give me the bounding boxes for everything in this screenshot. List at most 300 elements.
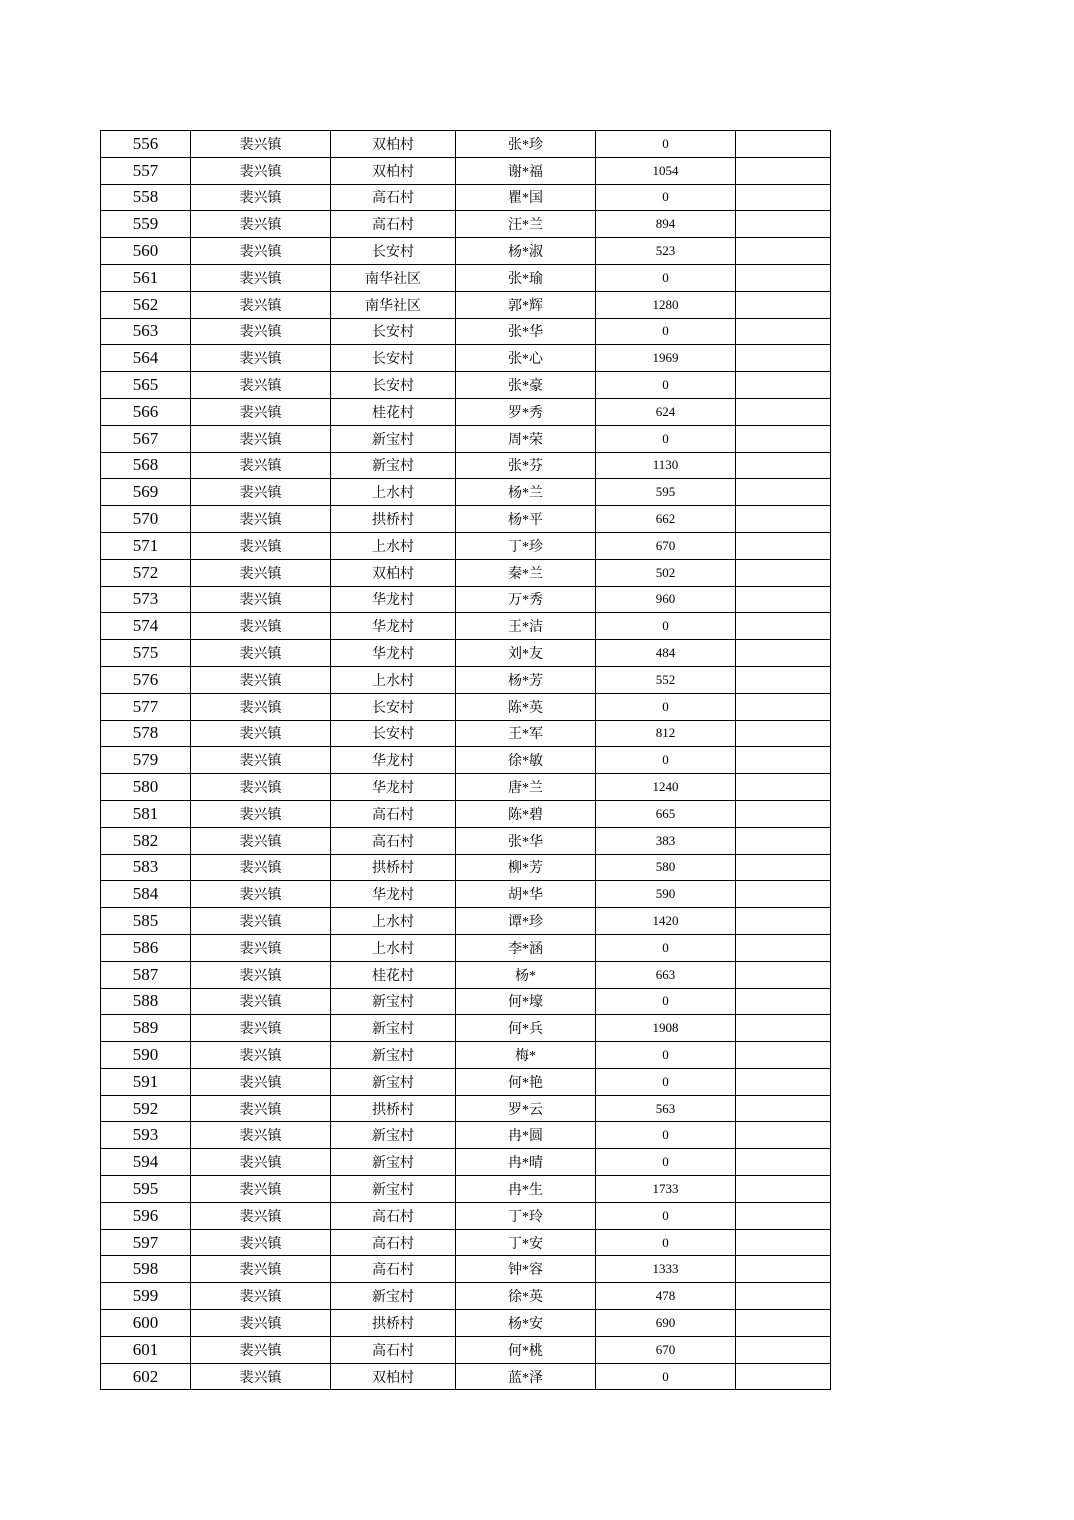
cell-amount: 580 (596, 854, 736, 881)
cell-blank (736, 291, 831, 318)
table-row (101, 211, 831, 238)
cell-amount: 595 (596, 479, 736, 506)
table-row (101, 1149, 831, 1176)
cell-town: 裴兴镇 (191, 908, 331, 935)
data-table (100, 130, 831, 1390)
cell-blank (736, 1363, 831, 1390)
cell-person-name: 杨*芳 (456, 666, 596, 693)
cell-blank (736, 452, 831, 479)
cell-town: 裴兴镇 (191, 1042, 331, 1069)
cell-town: 裴兴镇 (191, 747, 331, 774)
cell-amount: 1733 (596, 1176, 736, 1203)
cell-village: 高石村 (331, 211, 456, 238)
cell-amount: 1240 (596, 774, 736, 801)
cell-serial-number: 569 (101, 479, 191, 506)
cell-serial-number: 568 (101, 452, 191, 479)
cell-person-name: 柳*芳 (456, 854, 596, 881)
cell-amount: 670 (596, 1336, 736, 1363)
cell-serial-number: 558 (101, 184, 191, 211)
table-row (101, 238, 831, 265)
cell-blank (736, 666, 831, 693)
cell-village: 双柏村 (331, 131, 456, 158)
cell-person-name: 刘*友 (456, 640, 596, 667)
cell-town: 裴兴镇 (191, 559, 331, 586)
cell-person-name: 何*壕 (456, 988, 596, 1015)
cell-amount: 0 (596, 1149, 736, 1176)
cell-person-name: 胡*华 (456, 881, 596, 908)
cell-village: 长安村 (331, 318, 456, 345)
cell-village: 拱桥村 (331, 854, 456, 881)
cell-serial-number: 583 (101, 854, 191, 881)
cell-person-name: 徐*敏 (456, 747, 596, 774)
cell-blank (736, 506, 831, 533)
cell-amount: 0 (596, 1042, 736, 1069)
cell-serial-number: 586 (101, 934, 191, 961)
cell-blank (736, 934, 831, 961)
table-row (101, 345, 831, 372)
cell-village: 双柏村 (331, 157, 456, 184)
cell-person-name: 王*军 (456, 720, 596, 747)
table-row (101, 1283, 831, 1310)
cell-person-name: 李*涵 (456, 934, 596, 961)
table-row (101, 854, 831, 881)
table-row (101, 1095, 831, 1122)
cell-amount: 478 (596, 1283, 736, 1310)
cell-village: 华龙村 (331, 613, 456, 640)
cell-serial-number: 596 (101, 1202, 191, 1229)
cell-amount: 383 (596, 827, 736, 854)
cell-blank (736, 881, 831, 908)
table-row (101, 988, 831, 1015)
cell-person-name: 秦*兰 (456, 559, 596, 586)
cell-person-name: 丁*安 (456, 1229, 596, 1256)
cell-blank (736, 827, 831, 854)
table-row (101, 1176, 831, 1203)
cell-amount: 670 (596, 532, 736, 559)
cell-serial-number: 566 (101, 398, 191, 425)
cell-blank (736, 1042, 831, 1069)
cell-blank (736, 211, 831, 238)
cell-village: 高石村 (331, 184, 456, 211)
cell-town: 裴兴镇 (191, 506, 331, 533)
cell-town: 裴兴镇 (191, 1068, 331, 1095)
cell-blank (736, 264, 831, 291)
cell-person-name: 丁*玲 (456, 1202, 596, 1229)
cell-serial-number: 584 (101, 881, 191, 908)
cell-town: 裴兴镇 (191, 1122, 331, 1149)
table-row (101, 1363, 831, 1390)
cell-town: 裴兴镇 (191, 586, 331, 613)
cell-amount: 1280 (596, 291, 736, 318)
cell-blank (736, 1122, 831, 1149)
cell-person-name: 唐*兰 (456, 774, 596, 801)
cell-blank (736, 747, 831, 774)
table-row (101, 559, 831, 586)
cell-serial-number: 567 (101, 425, 191, 452)
cell-village: 华龙村 (331, 747, 456, 774)
table-row (101, 1336, 831, 1363)
cell-amount: 624 (596, 398, 736, 425)
cell-serial-number: 570 (101, 506, 191, 533)
table-row (101, 372, 831, 399)
cell-person-name: 杨*平 (456, 506, 596, 533)
cell-town: 裴兴镇 (191, 131, 331, 158)
cell-person-name: 张*心 (456, 345, 596, 372)
table-row (101, 291, 831, 318)
table-row (101, 1256, 831, 1283)
cell-blank (736, 854, 831, 881)
cell-serial-number: 599 (101, 1283, 191, 1310)
table-row (101, 1310, 831, 1337)
cell-town: 裴兴镇 (191, 1363, 331, 1390)
cell-blank (736, 613, 831, 640)
cell-person-name: 杨*安 (456, 1310, 596, 1337)
cell-amount: 590 (596, 881, 736, 908)
table-row (101, 1068, 831, 1095)
cell-amount: 1054 (596, 157, 736, 184)
cell-village: 高石村 (331, 800, 456, 827)
cell-village: 新宝村 (331, 1176, 456, 1203)
cell-town: 裴兴镇 (191, 532, 331, 559)
cell-person-name: 万*秀 (456, 586, 596, 613)
cell-village: 华龙村 (331, 774, 456, 801)
cell-amount: 960 (596, 586, 736, 613)
cell-blank (736, 318, 831, 345)
cell-town: 裴兴镇 (191, 934, 331, 961)
table-row (101, 720, 831, 747)
cell-blank (736, 693, 831, 720)
table-row (101, 479, 831, 506)
cell-village: 桂花村 (331, 398, 456, 425)
cell-town: 裴兴镇 (191, 345, 331, 372)
cell-person-name: 张*瑜 (456, 264, 596, 291)
cell-village: 华龙村 (331, 586, 456, 613)
cell-person-name: 张*华 (456, 827, 596, 854)
cell-person-name: 陈*英 (456, 693, 596, 720)
cell-serial-number: 591 (101, 1068, 191, 1095)
cell-blank (736, 131, 831, 158)
cell-village: 长安村 (331, 345, 456, 372)
cell-amount: 0 (596, 184, 736, 211)
cell-blank (736, 1095, 831, 1122)
cell-amount: 0 (596, 131, 736, 158)
cell-person-name: 罗*秀 (456, 398, 596, 425)
cell-serial-number: 579 (101, 747, 191, 774)
cell-person-name: 冉*圆 (456, 1122, 596, 1149)
cell-person-name: 丁*珍 (456, 532, 596, 559)
cell-blank (736, 238, 831, 265)
cell-serial-number: 602 (101, 1363, 191, 1390)
cell-village: 新宝村 (331, 988, 456, 1015)
cell-blank (736, 1229, 831, 1256)
cell-amount: 894 (596, 211, 736, 238)
cell-blank (736, 774, 831, 801)
cell-village: 长安村 (331, 372, 456, 399)
cell-person-name: 王*洁 (456, 613, 596, 640)
table-row (101, 666, 831, 693)
cell-person-name: 汪*兰 (456, 211, 596, 238)
table-body (101, 131, 831, 1390)
cell-village: 桂花村 (331, 961, 456, 988)
cell-person-name: 杨*淑 (456, 238, 596, 265)
cell-village: 长安村 (331, 238, 456, 265)
cell-serial-number: 585 (101, 908, 191, 935)
cell-person-name: 冉*生 (456, 1176, 596, 1203)
cell-person-name: 张*珍 (456, 131, 596, 158)
cell-serial-number: 563 (101, 318, 191, 345)
cell-village: 高石村 (331, 827, 456, 854)
cell-village: 新宝村 (331, 1042, 456, 1069)
cell-blank (736, 800, 831, 827)
cell-village: 新宝村 (331, 1122, 456, 1149)
cell-amount: 523 (596, 238, 736, 265)
cell-person-name: 谭*珍 (456, 908, 596, 935)
cell-amount: 812 (596, 720, 736, 747)
cell-town: 裴兴镇 (191, 774, 331, 801)
cell-serial-number: 587 (101, 961, 191, 988)
cell-blank (736, 1176, 831, 1203)
cell-amount: 0 (596, 934, 736, 961)
cell-blank (736, 157, 831, 184)
table-row (101, 398, 831, 425)
cell-town: 裴兴镇 (191, 988, 331, 1015)
cell-amount: 1420 (596, 908, 736, 935)
cell-serial-number: 580 (101, 774, 191, 801)
cell-amount: 0 (596, 693, 736, 720)
cell-person-name: 瞿*国 (456, 184, 596, 211)
cell-village: 华龙村 (331, 881, 456, 908)
cell-person-name: 梅* (456, 1042, 596, 1069)
cell-village: 上水村 (331, 934, 456, 961)
document-sheet (100, 130, 830, 1390)
table-row (101, 586, 831, 613)
table-row (101, 827, 831, 854)
cell-amount: 552 (596, 666, 736, 693)
cell-person-name: 何*桃 (456, 1336, 596, 1363)
cell-person-name: 谢*福 (456, 157, 596, 184)
cell-town: 裴兴镇 (191, 452, 331, 479)
cell-town: 裴兴镇 (191, 854, 331, 881)
cell-amount: 0 (596, 988, 736, 1015)
table-row (101, 264, 831, 291)
cell-village: 新宝村 (331, 1068, 456, 1095)
cell-serial-number: 556 (101, 131, 191, 158)
table-row (101, 1122, 831, 1149)
cell-amount: 0 (596, 425, 736, 452)
cell-serial-number: 560 (101, 238, 191, 265)
cell-village: 拱桥村 (331, 1310, 456, 1337)
cell-serial-number: 562 (101, 291, 191, 318)
cell-serial-number: 564 (101, 345, 191, 372)
cell-serial-number: 593 (101, 1122, 191, 1149)
cell-amount: 665 (596, 800, 736, 827)
cell-village: 双柏村 (331, 1363, 456, 1390)
cell-blank (736, 479, 831, 506)
cell-town: 裴兴镇 (191, 157, 331, 184)
table-row (101, 1202, 831, 1229)
cell-village: 南华社区 (331, 291, 456, 318)
cell-village: 长安村 (331, 693, 456, 720)
cell-town: 裴兴镇 (191, 640, 331, 667)
cell-amount: 690 (596, 1310, 736, 1337)
cell-village: 上水村 (331, 532, 456, 559)
cell-town: 裴兴镇 (191, 425, 331, 452)
cell-serial-number: 559 (101, 211, 191, 238)
cell-blank (736, 1256, 831, 1283)
cell-town: 裴兴镇 (191, 666, 331, 693)
cell-blank (736, 988, 831, 1015)
cell-town: 裴兴镇 (191, 827, 331, 854)
cell-blank (736, 398, 831, 425)
cell-amount: 0 (596, 747, 736, 774)
cell-serial-number: 565 (101, 372, 191, 399)
table-row (101, 908, 831, 935)
cell-person-name: 蓝*泽 (456, 1363, 596, 1390)
cell-person-name: 徐*英 (456, 1283, 596, 1310)
cell-person-name: 何*艳 (456, 1068, 596, 1095)
cell-serial-number: 588 (101, 988, 191, 1015)
table-row (101, 613, 831, 640)
cell-serial-number: 574 (101, 613, 191, 640)
cell-blank (736, 586, 831, 613)
cell-serial-number: 589 (101, 1015, 191, 1042)
table-row (101, 747, 831, 774)
cell-serial-number: 577 (101, 693, 191, 720)
table-row (101, 157, 831, 184)
cell-blank (736, 1068, 831, 1095)
cell-town: 裴兴镇 (191, 398, 331, 425)
cell-amount: 0 (596, 613, 736, 640)
cell-blank (736, 1310, 831, 1337)
cell-serial-number: 573 (101, 586, 191, 613)
cell-village: 上水村 (331, 479, 456, 506)
cell-amount: 0 (596, 1363, 736, 1390)
table-row (101, 693, 831, 720)
table-row (101, 506, 831, 533)
cell-town: 裴兴镇 (191, 1095, 331, 1122)
cell-town: 裴兴镇 (191, 800, 331, 827)
cell-town: 裴兴镇 (191, 318, 331, 345)
cell-serial-number: 594 (101, 1149, 191, 1176)
table-row (101, 1042, 831, 1069)
cell-blank (736, 1283, 831, 1310)
cell-blank (736, 908, 831, 935)
table-row (101, 184, 831, 211)
cell-blank (736, 1336, 831, 1363)
table-row (101, 452, 831, 479)
table-row (101, 1015, 831, 1042)
cell-village: 华龙村 (331, 640, 456, 667)
cell-village: 拱桥村 (331, 1095, 456, 1122)
cell-village: 双柏村 (331, 559, 456, 586)
cell-person-name: 杨* (456, 961, 596, 988)
cell-serial-number: 572 (101, 559, 191, 586)
cell-serial-number: 571 (101, 532, 191, 559)
cell-serial-number: 598 (101, 1256, 191, 1283)
cell-village: 上水村 (331, 908, 456, 935)
cell-town: 裴兴镇 (191, 961, 331, 988)
cell-village: 新宝村 (331, 1283, 456, 1310)
cell-town: 裴兴镇 (191, 1202, 331, 1229)
cell-person-name: 周*荣 (456, 425, 596, 452)
table-row (101, 425, 831, 452)
cell-blank (736, 532, 831, 559)
cell-amount: 662 (596, 506, 736, 533)
cell-town: 裴兴镇 (191, 238, 331, 265)
table-row (101, 774, 831, 801)
cell-town: 裴兴镇 (191, 1176, 331, 1203)
cell-blank (736, 425, 831, 452)
cell-person-name: 钟*容 (456, 1256, 596, 1283)
cell-village: 新宝村 (331, 452, 456, 479)
cell-serial-number: 595 (101, 1176, 191, 1203)
cell-village: 上水村 (331, 666, 456, 693)
cell-person-name: 陈*碧 (456, 800, 596, 827)
cell-town: 裴兴镇 (191, 613, 331, 640)
cell-town: 裴兴镇 (191, 881, 331, 908)
cell-person-name: 何*兵 (456, 1015, 596, 1042)
cell-town: 裴兴镇 (191, 291, 331, 318)
cell-serial-number: 578 (101, 720, 191, 747)
table-row (101, 1229, 831, 1256)
cell-village: 高石村 (331, 1202, 456, 1229)
cell-serial-number: 561 (101, 264, 191, 291)
cell-blank (736, 1149, 831, 1176)
cell-village: 新宝村 (331, 425, 456, 452)
cell-serial-number: 581 (101, 800, 191, 827)
cell-town: 裴兴镇 (191, 1256, 331, 1283)
cell-amount: 0 (596, 264, 736, 291)
cell-amount: 502 (596, 559, 736, 586)
cell-amount: 1130 (596, 452, 736, 479)
cell-amount: 484 (596, 640, 736, 667)
cell-blank (736, 345, 831, 372)
table-row (101, 934, 831, 961)
cell-blank (736, 372, 831, 399)
table-row (101, 640, 831, 667)
table-row (101, 881, 831, 908)
cell-town: 裴兴镇 (191, 264, 331, 291)
cell-serial-number: 597 (101, 1229, 191, 1256)
cell-serial-number: 592 (101, 1095, 191, 1122)
cell-town: 裴兴镇 (191, 211, 331, 238)
cell-serial-number: 590 (101, 1042, 191, 1069)
cell-village: 高石村 (331, 1256, 456, 1283)
cell-town: 裴兴镇 (191, 1283, 331, 1310)
cell-blank (736, 1202, 831, 1229)
cell-village: 高石村 (331, 1229, 456, 1256)
cell-blank (736, 961, 831, 988)
cell-amount: 0 (596, 1068, 736, 1095)
cell-amount: 663 (596, 961, 736, 988)
cell-town: 裴兴镇 (191, 1229, 331, 1256)
cell-blank (736, 184, 831, 211)
cell-amount: 563 (596, 1095, 736, 1122)
cell-town: 裴兴镇 (191, 1015, 331, 1042)
cell-amount: 1969 (596, 345, 736, 372)
cell-amount: 0 (596, 372, 736, 399)
cell-person-name: 罗*云 (456, 1095, 596, 1122)
cell-blank (736, 559, 831, 586)
cell-blank (736, 720, 831, 747)
table-row (101, 131, 831, 158)
table-row (101, 318, 831, 345)
cell-amount: 0 (596, 1122, 736, 1149)
cell-town: 裴兴镇 (191, 693, 331, 720)
cell-village: 南华社区 (331, 264, 456, 291)
cell-town: 裴兴镇 (191, 184, 331, 211)
cell-village: 长安村 (331, 720, 456, 747)
